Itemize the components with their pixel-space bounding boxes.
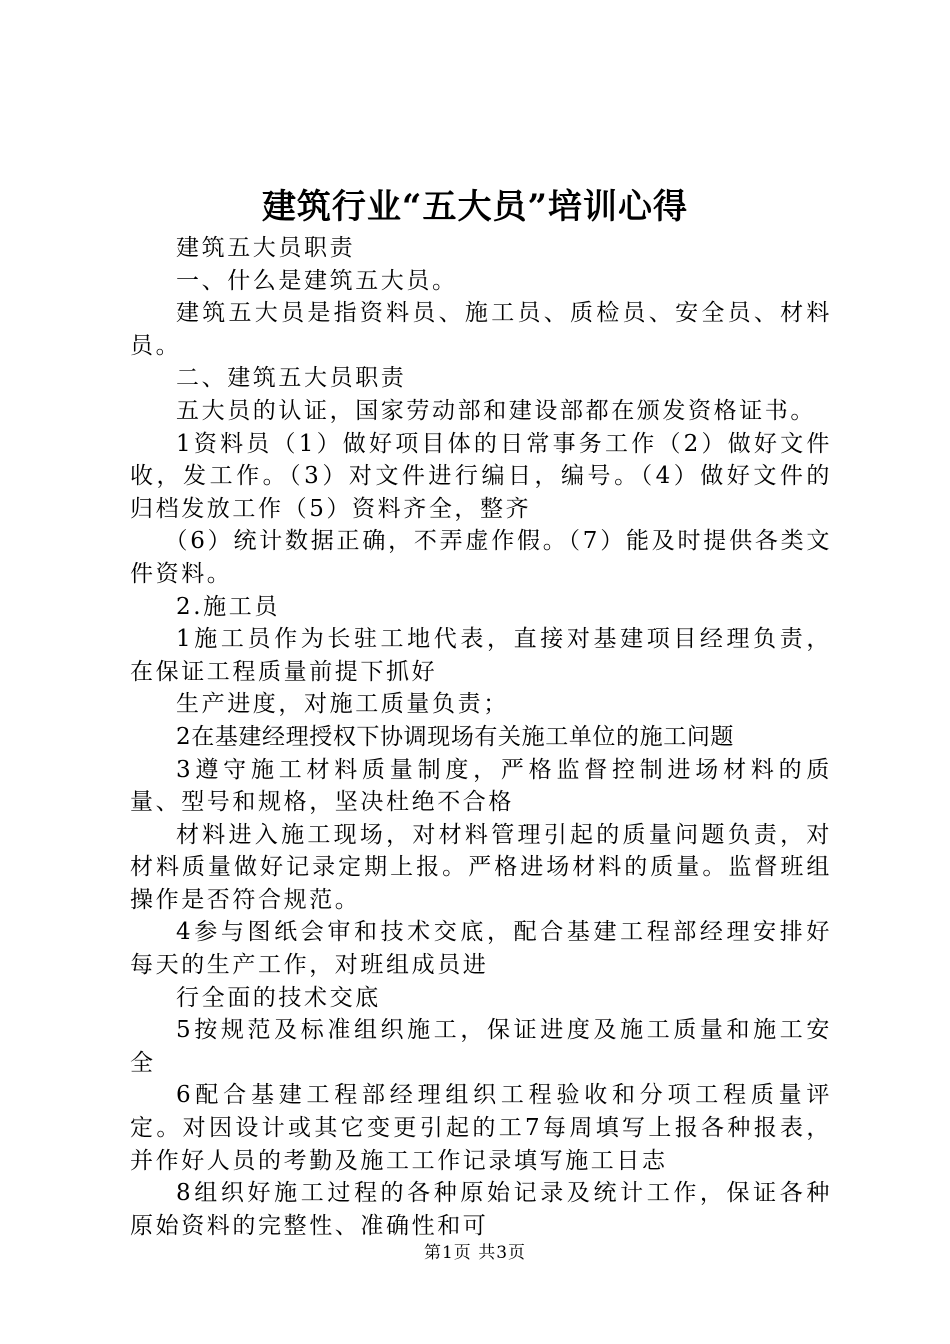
paragraph: 4参与图纸会审和技术交底，配合基建工程部经理安排好每天的生产工作，对班组成员进: [130, 919, 832, 979]
paragraph: 行全面的技术交底: [176, 984, 381, 1011]
paragraph: 1施工员作为长驻工地代表，直接对基建项目经理负责，在保证工程质量前提下抓好: [130, 626, 832, 685]
page-title: 建筑行业“五大员”培训心得: [261, 187, 689, 227]
paragraph: 8组织好施工过程的各种原始记录及统计工作，保证各种原始资料的完整性、准确性和可: [130, 1180, 832, 1239]
paragraph: 1资料员（1）做好项目体的日常事务工作（2）做好文件收，发工作。（3）对文件进行编日，编号。（4）做好文件的归档发放工作（5）资料齐全，整齐: [130, 430, 832, 522]
paragraph: 材料进入施工现场，对材料管理引起的质量问题负责，对材料质量做好记录定期上报。严格进场材料的质量。监督班组操作是否符合规范。: [130, 821, 832, 913]
paragraph: 五大员的认证，国家劳动部和建设部都在颁发资格证书。: [176, 397, 816, 424]
paragraph: 6配合基建工程部经理组织工程验收和分项工程质量评定。对因设计或其它变更引起的工7每周填写上报各种报表，并作好人员的考勤及施工工作记录填写施工日志: [130, 1082, 832, 1174]
paragraph: （6）统计数据正确，不弄虚作假。（7）能及时提供各类文件资料。: [130, 528, 832, 587]
paragraph: 2.施工员: [176, 593, 280, 620]
document-body: [130, 232, 832, 1242]
paragraph: 5按规范及标准组织施工，保证进度及施工质量和施工安全: [130, 1017, 832, 1076]
paragraph: 2在基建经理授权下协调现场有关施工单位的施工问题: [176, 723, 735, 750]
page-footer: 第1页 共3页: [423, 1243, 527, 1263]
paragraph: 3遵守施工材料质量制度，严格监督控制进场材料的质量、型号和规格，坚决杜绝不合格: [130, 756, 832, 816]
paragraph: 生产进度，对施工质量负责；: [176, 691, 509, 718]
paragraph: 一、什么是建筑五大员。: [176, 267, 458, 294]
paragraph: 建筑五大员职责: [176, 235, 356, 261]
paragraph: 建筑五大员是指资料员、施工员、质检员、安全员、材料员。: [130, 300, 832, 359]
paragraph: 二、建筑五大员职责: [176, 365, 407, 392]
